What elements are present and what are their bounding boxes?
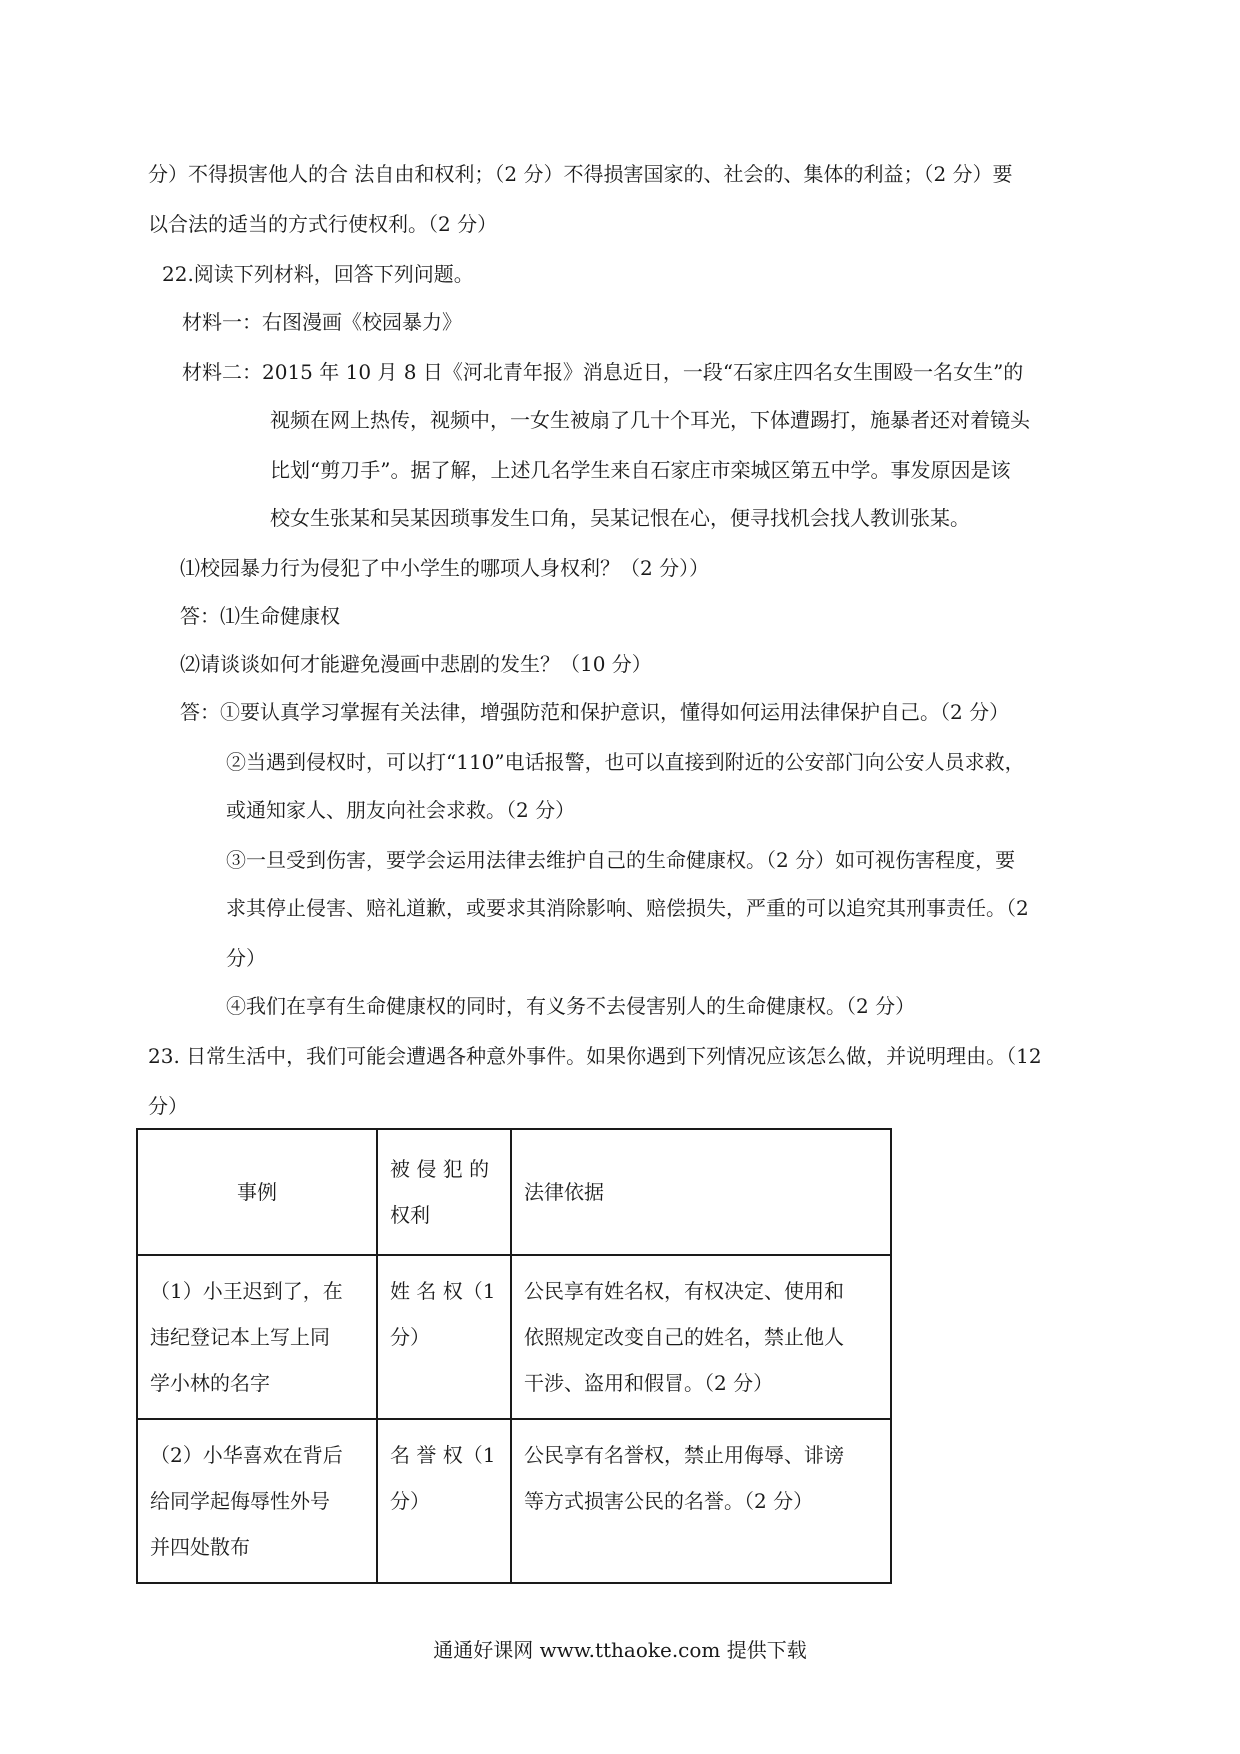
header-right: 被 侵 犯 的 权利	[377, 1129, 511, 1255]
sub-question-2: ⑵请谈谈如何才能避免漫画中悲剧的发生？（10 分）	[180, 652, 652, 676]
header-case: 事例	[137, 1129, 377, 1255]
page-footer: 通通好课网 www.tthaoke.com 提供下载	[433, 1638, 807, 1662]
question-22-title: 22.阅读下列材料，回答下列问题。	[162, 262, 474, 286]
answer-2-point: ③一旦受到伤害，要学会运用法律去维护自己的生命健康权。（2 分）如可视伤害程度，要	[226, 848, 1016, 872]
cell-case: （2）小华喜欢在背后 给同学起侮辱性外号 并四处散布	[137, 1419, 377, 1583]
table-row	[137, 1419, 891, 1583]
cell-law: 公民享有姓名权，有权决定、使用和 依照规定改变自己的姓名，禁止他人 干涉、盗用和假冒。（2 分）	[511, 1255, 891, 1419]
material-2-cont: 校女生张某和吴某因琐事发生口角，吴某记恨在心，便寻找机会找人教训张某。	[270, 506, 970, 530]
answer-2-point: ②当遇到侵权时，可以打“110”电话报警，也可以直接到附近的公安部门向公安人员求救，	[226, 750, 1025, 774]
material-2: 材料二：2015 年 10 月 8 日《河北青年报》消息近日，一段“石家庄四名女生围殴一名女生”的	[182, 360, 1024, 384]
answer-2-point: 分）	[226, 946, 266, 970]
material-1: 材料一：右图漫画《校园暴力》	[182, 310, 462, 334]
sub-question-1: ⑴校园暴力行为侵犯了中小学生的哪项人身权利？（2 分））	[180, 556, 710, 580]
answer-1: 答：⑴生命健康权	[180, 604, 340, 628]
answer-2-point: 求其停止侵害、赔礼道歉，或要求其消除影响、赔偿损失，严重的可以追究其刑事责任。（2	[226, 896, 1029, 920]
cell-right: 名 誉 权（1 分）	[377, 1419, 511, 1583]
answer-2-point: 或通知家人、朋友向社会求救。（2 分）	[226, 798, 576, 822]
answer-2-point: ④我们在享有生命健康权的同时，有义务不去侵害别人的生命健康权。（2 分）	[226, 994, 916, 1018]
cell-law: 公民享有名誉权，禁止用侮辱、诽谤 等方式损害公民的名誉。（2 分）	[511, 1419, 891, 1583]
question-23-title-cont: 分）	[148, 1094, 188, 1118]
question-23-title: 23. 日常生活中，我们可能会遭遇各种意外事件。如果你遇到下列情况应该怎么做，并说明理由。（12	[148, 1044, 1042, 1068]
text-line: 分）不得损害他人的合 法自由和权利；（2 分）不得损害国家的、社会的、集体的利益；（2 分）要	[148, 162, 1013, 186]
rights-table	[136, 1128, 892, 1584]
material-2-cont: 视频在网上热传，视频中，一女生被扇了几十个耳光，下体遭踢打，施暴者还对着镜头	[270, 408, 1030, 432]
material-2-cont: 比划“剪刀手”。据了解，上述几名学生来自石家庄市栾城区第五中学。事发原因是该	[270, 458, 1011, 482]
table-header-row	[137, 1129, 891, 1255]
cell-case: （1）小王迟到了，在 违纪登记本上写上同 学小林的名字	[137, 1255, 377, 1419]
text-line: 以合法的适当的方式行使权利。（2 分）	[148, 212, 498, 236]
cell-right: 姓 名 权（1 分）	[377, 1255, 511, 1419]
table-row	[137, 1255, 891, 1419]
answer-2: 答：①要认真学习掌握有关法律，增强防范和保护意识，懂得如何运用法律保护自己。（2 分）	[180, 700, 1010, 724]
header-law: 法律依据	[511, 1129, 891, 1255]
